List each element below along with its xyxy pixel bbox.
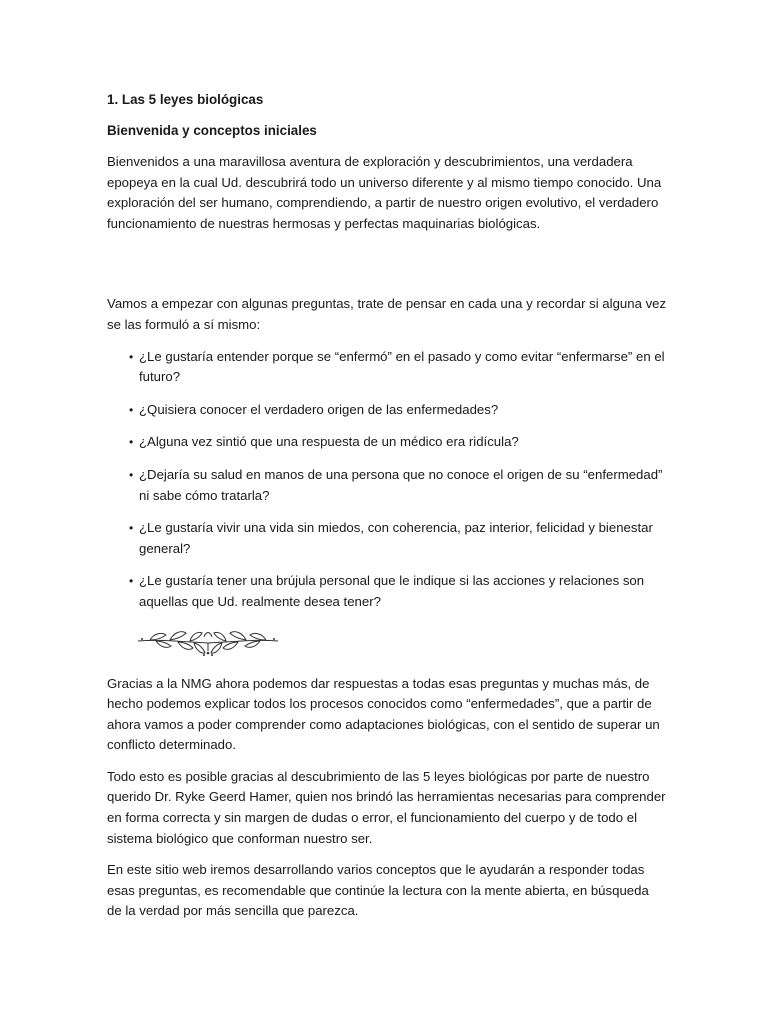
question-text: ¿Dejaría su salud en manos de una persona que no conoce el origen de su “enfermedad” ni sabe cómo tratarla? [139,466,663,503]
document-content [107,90,667,933]
bullet-icon: • [129,435,134,450]
list-item [107,571,667,612]
blank-space [107,234,667,294]
bullet-icon: • [129,349,134,364]
bullet-icon: • [129,402,134,417]
question-text: ¿Quisiera conocer el verdadero origen de las enfermedades? [139,401,499,417]
list-item [107,465,667,506]
page-title: 1. Las 5 leyes biológicas [107,92,264,107]
list-item [107,347,667,388]
list-item [107,400,667,421]
questions-list [107,347,667,613]
floral-divider-icon [134,625,282,659]
question-text: ¿Alguna vez sintió que una respuesta de un médico era ridícula? [139,434,519,450]
questions-intro-paragraph: Vamos a empezar con algunas preguntas, trate de pensar en cada una y recordar si alguna vez se las formuló a sí mismo: [107,296,667,332]
hamer-paragraph: Todo esto es posible gracias al descubrimiento de las 5 leyes biológicas por parte de nuestro querido Dr. Ryke Geerd Hamer, quien nos brindó las herramientas necesarias para comprender en forma correcta y sin margen de dudas o error, el funcionamiento del cuerpo y de todo el sistema biológico que conforman nuestro ser. [107,768,666,846]
question-text: ¿Le gustaría vivir una vida sin miedos, con coherencia, paz interior, felicidad y bienestar general? [139,520,653,556]
bullet-icon: • [129,574,134,589]
list-item [107,518,667,559]
bullet-icon: • [129,467,134,482]
website-paragraph: En este sitio web iremos desarrollando varios conceptos que le ayudarán a responder todas esas preguntas, es recomendable que continúe la lectura con la mente abierta, en búsqueda de la verdad por más sencilla que parezca. [107,862,649,919]
section-subtitle: Bienvenida y conceptos iniciales [107,123,317,138]
question-text: ¿Le gustaría tener una brújula personal que le indique si las acciones y relaciones son aquellas que Ud. realmente desea tener? [139,573,645,609]
question-text: ¿Le gustaría entender porque se “enfermó” en el pasado y como evitar “enfermarse” en el futuro? [139,348,665,385]
list-item [107,432,667,453]
welcome-paragraph: Bienvenidos a una maravillosa aventura de exploración y descubrimientos, una verdadera epopeya en la cual Ud. descubrirá todo un universo diferente y al mismo tiempo conocido. Una exploración del ser humano, comprendiendo, a partir de nuestro origen evolutivo, el verdadero funcionamiento de nuestras hermosas y perfectas maquinarias biológicas. [107,154,662,231]
nmg-paragraph: Gracias a la NMG ahora podemos dar respuestas a todas esas preguntas y muchas más, de hecho podemos explicar todos los procesos conocidos como “enfermedades”, que a partir de ahora vamos a poder comprender como adaptaciones biológicas, con el sentido de superar un conflicto determinado. [107,675,660,753]
bullet-icon: • [129,521,134,536]
